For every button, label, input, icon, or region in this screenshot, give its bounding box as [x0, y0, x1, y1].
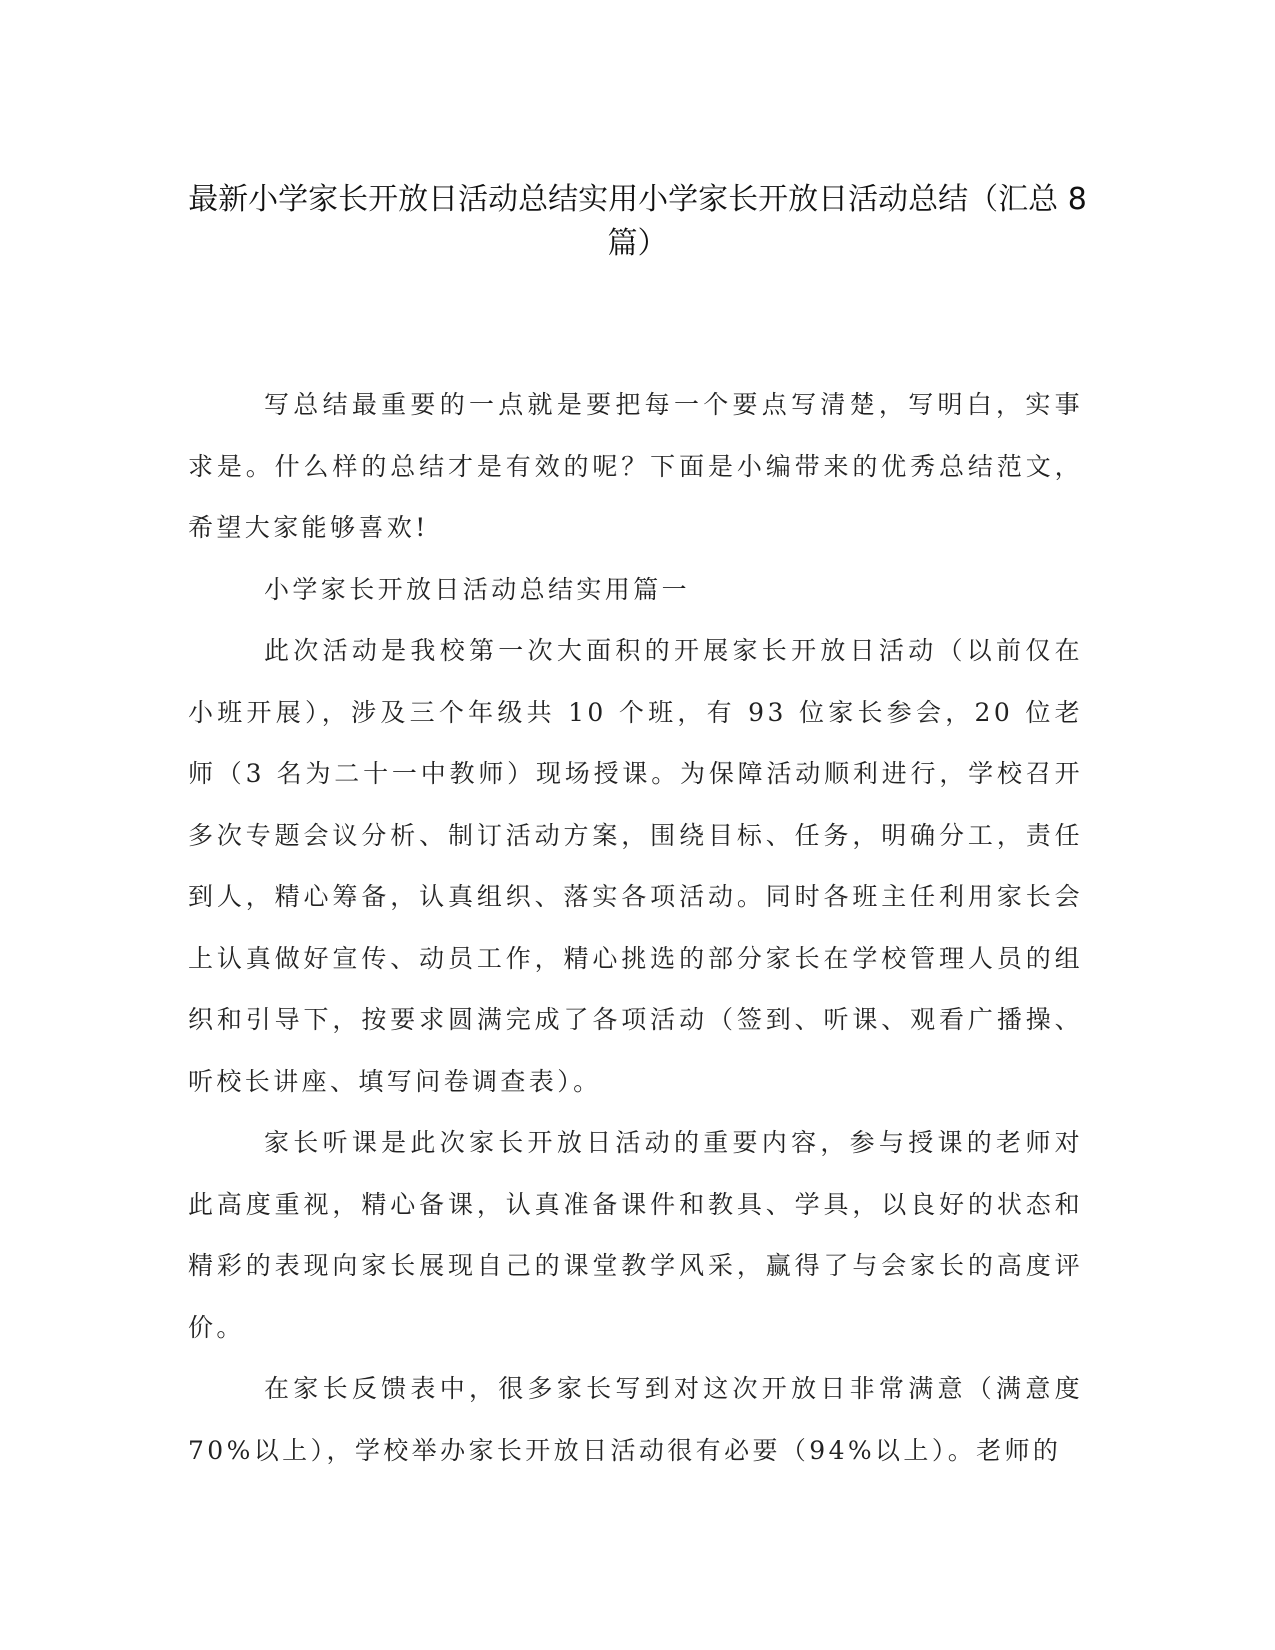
intro-paragraph: 写总结最重要的一点就是要把每一个要点写清楚，写明白，实事求是。什么样的总结才是有效的呢？下面是小编带来的优秀总结范文，希望大家能够喜欢!: [188, 390, 1083, 542]
body-paragraph: 此次活动是我校第一次大面积的开展家长开放日活动（以前仅在小班开展），涉及三个年级共 10 个班，有 93 位家长参会，20 位老师（3 名为二十一中教师）现场授课。为保障活动顺利进行，学校召开多次专题会议分析、制订活动方案，围绕目标、任务，明确分工，责任到人，精心筹备，认真组织、落实各项活动。同时各班主任利用家长会上认真做好宣传、动员工作，精心挑选的部分家长在学校管理人员的组织和引导下，按要求圆满完成了各项活动（签到、听课、观看广播操、听校长讲座、填写问卷调查表）。: [188, 636, 1083, 1096]
section-heading: 小学家长开放日活动总结实用篇一: [264, 574, 691, 604]
body-paragraph: 在家长反馈表中，很多家长写到对这次开放日非常满意（满意度 70%以上），学校举办家长开放日活动很有必要（94%以上）。老师的: [188, 1374, 1083, 1465]
document-title: 最新小学家长开放日活动总结实用小学家长开放日活动总结（汇总 8 篇）: [188, 182, 1087, 261]
document-body: [188, 374, 1083, 1481]
body-paragraph: 家长听课是此次家长开放日活动的重要内容，参与授课的老师对此高度重视，精心备课，认真准备课件和教具、学具，以良好的状态和精彩的表现向家长展现自己的课堂教学风采，赢得了与会家长的高度评价。: [188, 1128, 1083, 1342]
